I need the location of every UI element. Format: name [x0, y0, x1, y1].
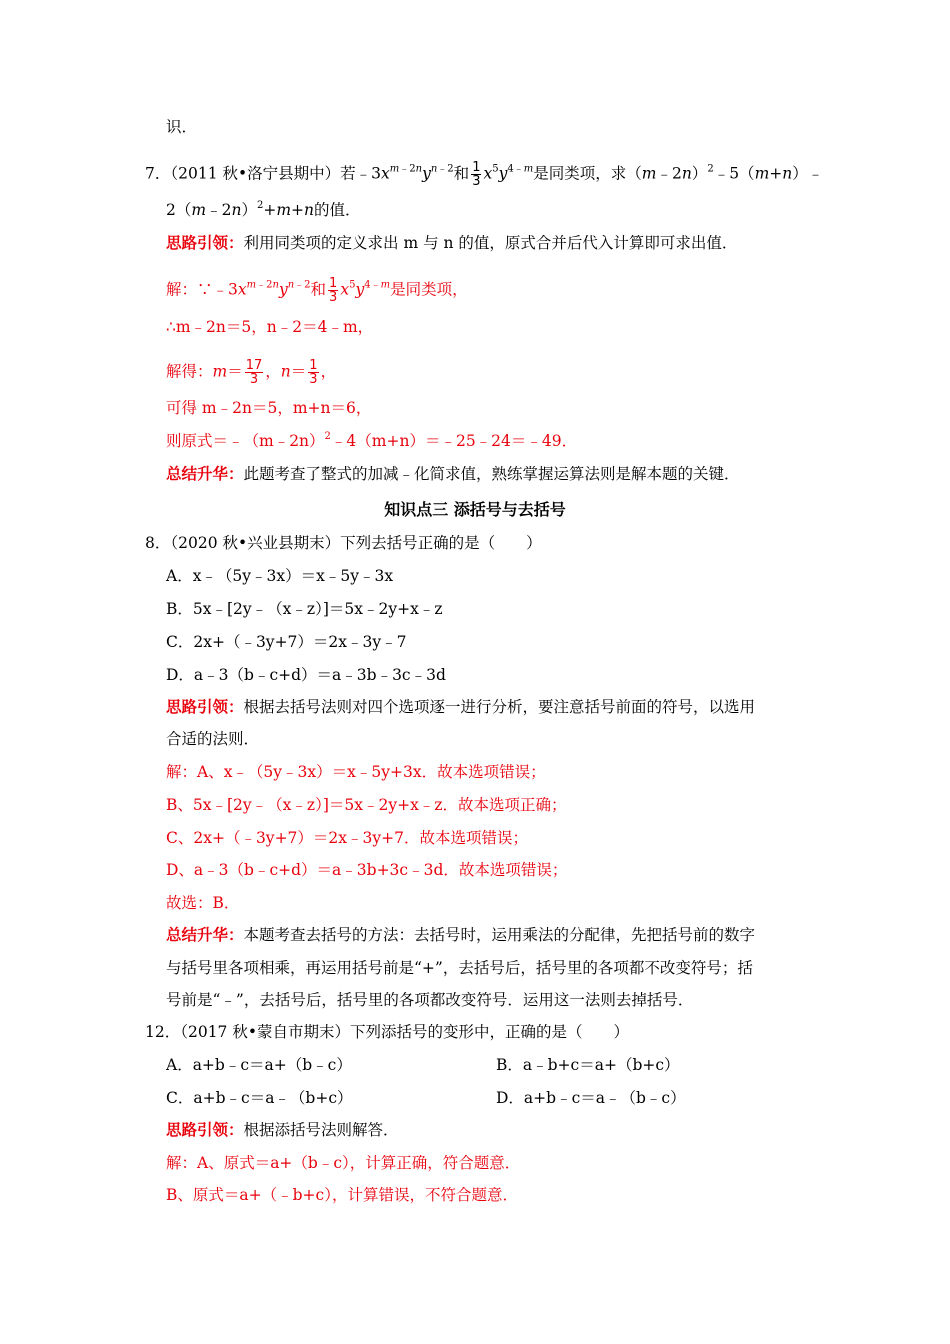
question-12-stem: 12．（2017 秋•蒙自市期末）下列添括号的变形中，正确的是（ ）	[145, 1023, 629, 1041]
option-a: A．a+b﹣c＝a+（b﹣c）	[166, 1056, 352, 1074]
solution-line: 可得 m﹣2n＝5，m+n＝6，	[166, 399, 372, 417]
solution-line: 则原式＝﹣（m﹣2n）$^2$﹣4（m+n）＝﹣25﹣24＝﹣49．	[166, 431, 578, 450]
text-line: 识．	[166, 118, 198, 136]
option-b: B．a﹣b+c＝a+（b+c）	[496, 1056, 680, 1074]
answer-line: 故选：B．	[166, 894, 240, 912]
option-d: D．a﹣3（b﹣c+d）＝a﹣3b﹣3c﹣3d	[166, 666, 446, 684]
hint-paragraph: 思路引领：利用同类项的定义求出 m 与 n 的值，原式合并后代入计算即可求出值．	[166, 233, 738, 252]
summary-paragraph-cont: 号前是“﹣”，去括号后，括号里的各项都改变符号．运用这一法则去掉括号．	[166, 991, 694, 1009]
option-d: D．a+b﹣c＝a﹣（b﹣c）	[496, 1089, 686, 1107]
solution-line: 解：A、原式＝a+（b﹣c），计算正确，符合题意．	[166, 1154, 521, 1172]
option-a: A．x﹣（5y﹣3x）＝x﹣5y﹣3x	[166, 567, 394, 585]
hint-paragraph: 思路引领：根据去括号法则对四个选项逐一进行分析，要注意括号前面的符号，以选用	[166, 697, 756, 716]
solution-line: B、5x﹣[2y﹣（x﹣z）]＝5x﹣2y+x﹣z．故本选项正确；	[166, 796, 567, 814]
solution-line: C、2x+（﹣3y+7）＝2x﹣3y+7．故本选项错误；	[166, 829, 528, 847]
solution-line: 解：A、x﹣（5y﹣3x）＝x﹣5y+3x．故本选项错误；	[166, 763, 546, 781]
solution-line: B、原式＝a+（﹣b+c），计算错误，不符合题意．	[166, 1186, 518, 1204]
question-7-line-2: 2（m﹣2n）$^2$+m+n的值．	[166, 200, 361, 219]
question-7-line-1: 7．（2011 秋•洛宁县期中）若$﹣3x^{m﹣2n}y^{n﹣2}$和 $\frac{1}{3}$ $x^5y^{4﹣m}$是同类项，求（m﹣2n）$^2$﹣5（m+n）﹣	[145, 160, 824, 189]
hint-paragraph: 思路引领：根据添括号法则解答．	[166, 1120, 399, 1139]
section-title: 知识点三 添括号与去括号	[384, 500, 566, 519]
solution-line: 解得：m＝ $\frac{17}{3}$ ，n＝ $\frac{1}{3}$ ，	[166, 358, 337, 387]
summary-paragraph: 总结升华：本题考查去括号的方法：去括号时，运用乘法的分配律，先把括号前的数字	[166, 925, 756, 944]
summary-paragraph-cont: 与括号里各项相乘，再运用括号前是“+”，去括号后，括号里的各项都不改变符号；括	[166, 959, 753, 977]
solution-line: 解：$\because﹣3x^{m﹣2n}y^{n﹣2}$和 $\frac{1}{3}$ $x^5y^{4﹣m}$是同类项，	[166, 276, 468, 305]
hint-paragraph-cont: 合适的法则．	[166, 730, 260, 748]
option-c: C．a+b﹣c＝a﹣（b+c）	[166, 1089, 353, 1107]
question-8-stem: 8．（2020 秋•兴业县期末）下列去括号正确的是（ ）	[145, 534, 542, 552]
option-b: B．5x﹣[2y﹣（x﹣z）]＝5x﹣2y+x﹣z	[166, 600, 443, 618]
solution-line: D、a﹣3（b﹣c+d）＝a﹣3b+3c﹣3d．故本选项错误；	[166, 861, 568, 879]
solution-line: ∴m﹣2n＝5，n﹣2＝4﹣m，	[166, 318, 374, 336]
option-c: C．2x+（﹣3y+7）＝2x﹣3y﹣7	[166, 633, 407, 651]
summary-paragraph: 总结升华：此题考查了整式的加减﹣化简求值，熟练掌握运算法则是解本题的关键．	[166, 464, 740, 483]
